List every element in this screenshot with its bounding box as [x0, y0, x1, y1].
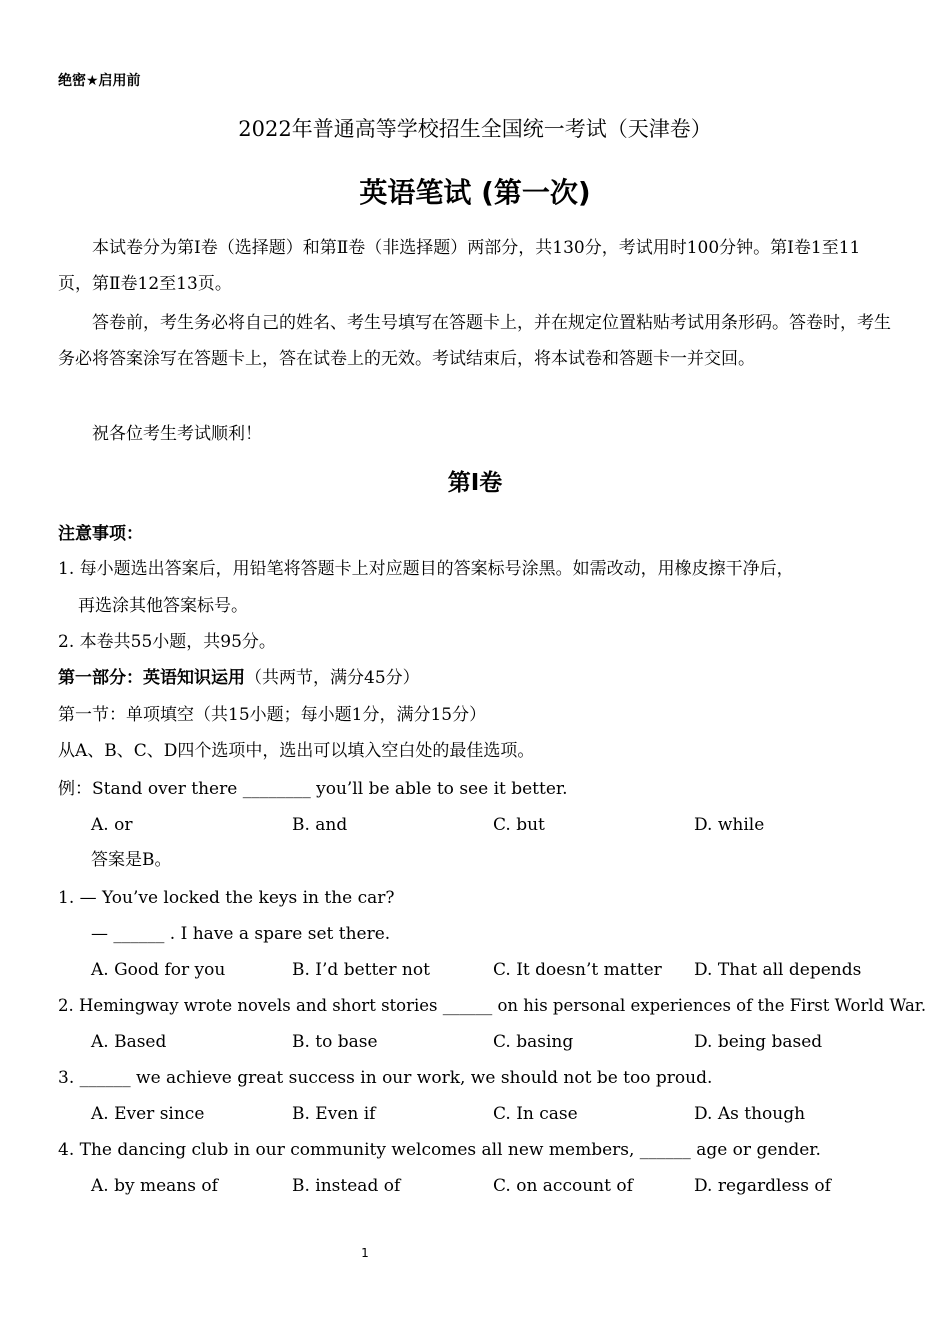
- question-3-stem: 3. ______ we achieve great success in our work, we should not be too proud.: [58, 1068, 713, 1088]
- question-1-stem-2: — ______ . I have a spare set there.: [91, 924, 391, 944]
- question-1-option-a: A. Good for you: [91, 960, 226, 980]
- page-number: 1: [361, 1246, 369, 1260]
- example-answer: 答案是B。: [91, 850, 172, 870]
- question-4-stem: 4. The dancing club in our community welcomes all new members, ______ age or gender.: [58, 1140, 821, 1160]
- part-1-title: 第一部分：英语知识运用: [58, 668, 245, 688]
- example-option-d: D. while: [694, 815, 765, 835]
- question-1-stem: 1. — You’ve locked the keys in the car?: [58, 888, 395, 908]
- part-1-heading: [58, 667, 420, 689]
- example-option-c: C. but: [493, 815, 545, 835]
- question-1-option-c: C. It doesn’t matter: [493, 960, 662, 980]
- example-option-b: B. and: [292, 815, 348, 835]
- part-1-scoring: （共两节，满分45分）: [245, 668, 420, 688]
- question-2-option-b: B. to base: [292, 1032, 378, 1052]
- example-stem: 例：Stand over there ________ you’ll be able to see it better.: [58, 779, 568, 799]
- secret-label: 绝密★启用前: [58, 73, 141, 89]
- question-4-option-d: D. regardless of: [694, 1176, 831, 1196]
- example-option-a: A. or: [91, 815, 133, 835]
- paper-title: 英语笔试 (第一次): [359, 176, 591, 209]
- question-4-option-b: B. instead of: [292, 1176, 401, 1196]
- question-2-option-a: A. Based: [91, 1032, 167, 1052]
- question-2-stem: 2. Hemingway wrote novels and short stories ______ on his personal experiences of the First World War.: [58, 996, 927, 1015]
- intro-paragraph-1: 本试卷分为第Ⅰ卷（选择题）和第Ⅱ卷（非选择题）两部分，共130分，考试用时100分钟。第Ⅰ卷1至11页，第Ⅱ卷12至13页。: [58, 238, 861, 294]
- section-title: 第Ⅰ卷: [447, 470, 503, 496]
- question-2-option-c: C. basing: [493, 1032, 574, 1052]
- question-1-option-b: B. I’d better not: [292, 960, 430, 980]
- question-3-option-c: C. In case: [493, 1104, 578, 1124]
- notes-title: 注意事项：: [58, 524, 143, 544]
- intro-paragraph-3: 祝各位考生考试顺利！: [92, 424, 262, 444]
- question-3-option-a: A. Ever since: [91, 1104, 205, 1124]
- instruction: 从A、B、C、D四个选项中，选出可以填入空白处的最佳选项。: [58, 741, 535, 761]
- note-1-line-2: 再选涂其他答案标号。: [78, 596, 248, 616]
- question-4-option-a: A. by means of: [91, 1176, 218, 1196]
- question-3-option-d: D. As though: [694, 1104, 806, 1124]
- question-4-option-c: C. on account of: [493, 1176, 633, 1196]
- note-1-line-1: 1. 每小题选出答案后，用铅笔将答题卡上对应题目的答案标号涂黑。如需改动，用橡皮擦干净后，: [58, 559, 794, 579]
- note-2: 2. 本卷共55小题，共95分。: [58, 632, 276, 652]
- question-3-option-b: B. Even if: [292, 1104, 376, 1124]
- question-1-option-d: D. That all depends: [694, 960, 862, 980]
- exam-title: 2022年普通高等学校招生全国统一考试（天津卷）: [238, 117, 712, 141]
- section-1-heading: 第一节：单项填空（共15小题；每小题1分，满分15分）: [58, 705, 487, 725]
- intro-paragraph-2: 答卷前，考生务必将自己的姓名、考生号填写在答题卡上，并在规定位置粘贴考试用条形码。答卷时，考生务必将答案涂写在答题卡上，答在试卷上的无效。考试结束后，将本试卷和答题卡一并交回。: [58, 313, 891, 369]
- question-2-option-d: D. being based: [694, 1032, 823, 1052]
